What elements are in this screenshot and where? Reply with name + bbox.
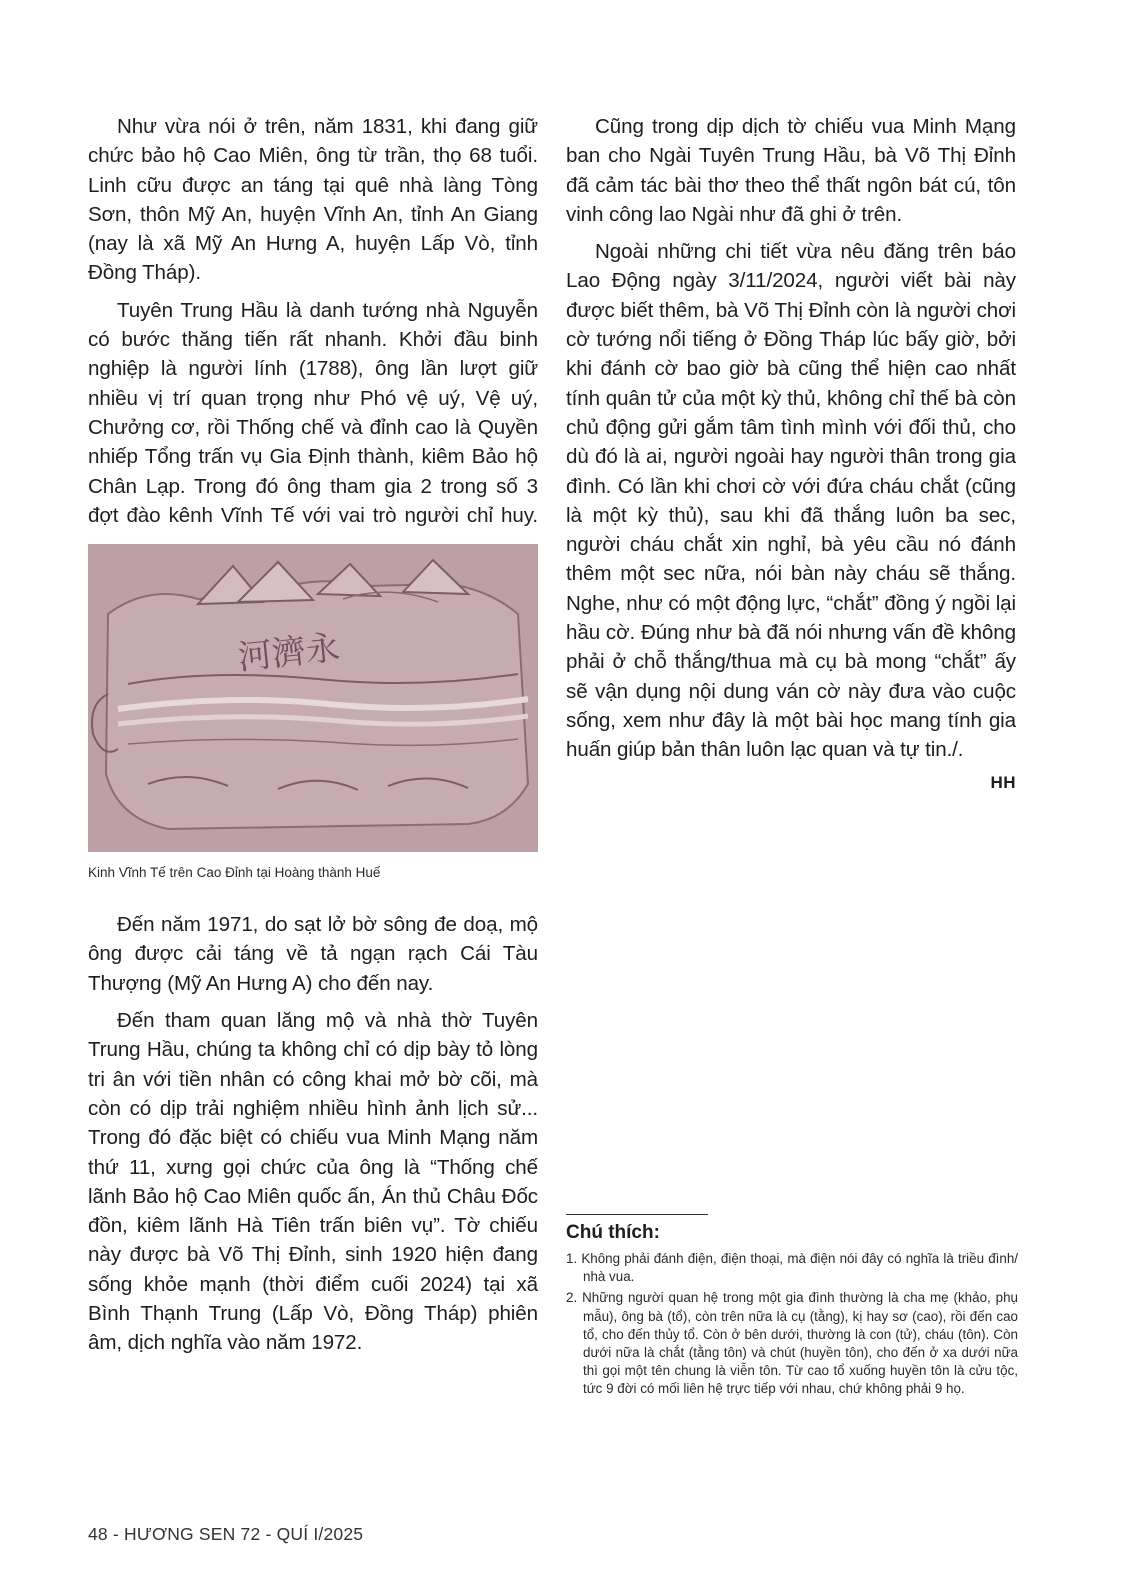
image-caption: Kinh Vĩnh Tế trên Cao Đỉnh tại Hoàng thành Huế xyxy=(88,865,381,881)
paragraph: Ngoài những chi tiết vừa nêu đăng trên báo Lao Động ngày 3/11/2024, người viết bài này được biết thêm, bà Võ Thị Đỉnh còn là người chơi cờ tướng nổi tiếng ở Đồng Tháp lúc bấy giờ, bởi khi đánh cờ bao giờ bà cũng thể hiện cao nhất tính quân tử của một kỳ thủ, không chỉ thế bà còn chủ động gửi gắm tâm tình mình với đối thủ, cho dù đó là ai, người ngoài hay người thân trong gia đình. Có lần khi chơi cờ với đứa cháu chắt (cũng là một kỳ thủ), sau khi đã thắng luôn ba sec, người cháu chắt xin nghỉ, bà yêu cầu nó đánh thêm một sec nữa, nói bàn này cháu sẽ thắng. Nghe, như có một động lực, “chắt” đồng ý ngồi lại hầu cờ. Đúng như bà đã nói nhưng vấn đề không phải ở chỗ thắng/thua mà cụ bà mong “chắt” ấy sẽ vận dụng nội dung ván cờ này đưa vào cuộc sống, xem như đây là một bài học mang tính gia huấn giúp bản thân luôn lạc quan và tự tin./. xyxy=(566,240,1016,762)
vinh-te-canal-relief-photo xyxy=(88,544,538,852)
engraved-characters: 河濟永 xyxy=(235,627,342,679)
page-footer: 48 - HƯƠNG SEN 72 - QUÍ I/2025 xyxy=(88,1524,364,1544)
footnote-item: 1. Không phải đánh điện, điện thoại, mà điện nói đây có nghĩa là triều đình/ nhà vua. xyxy=(566,1251,1018,1285)
paragraph: Cũng trong dịp dịch tờ chiếu vua Minh Mạng ban cho Ngài Tuyên Trung Hầu, bà Võ Thị Đỉnh đã cảm tác bài thơ theo thể thất ngôn bát cú, tôn vinh công lao Ngài như đã ghi ở trên. xyxy=(566,115,1016,226)
paragraph: Như vừa nói ở trên, năm 1831, khi đang giữ chức bảo hộ Cao Miên, ông từ trần, thọ 68 tuổi. Linh cữu được an táng tại quê nhà làng Tòng Sơn, thôn Mỹ An, huyện Vĩnh An, tỉnh An Giang (nay là xã Mỹ An Hưng A, huyện Lấp Vò, tỉnh Đồng Tháp). xyxy=(88,115,538,285)
paragraph: Đến năm 1971, do sạt lở bờ sông đe doạ, mộ ông được cải táng về tả ngạn rạch Cái Tàu Thượng (Mỹ An Hưng A) cho đến nay. xyxy=(88,913,538,995)
left-column xyxy=(88,112,538,1366)
paragraph: Tuyên Trung Hầu là danh tướng nhà Nguyễn có bước thăng tiến rất nhanh. Khởi đầu binh nghiệp là người lính (1788), ông lần lượt giữ nhiều vị trí quan trọng như Phó vệ uý, Vệ uý, Chưởng cơ, rồi Thống chế và đỉnh cao là Quyền nhiếp Tổng trấn vụ Gia Định thành, kiêm Bảo hộ Chân Lạp. Trong đó ông tham gia 2 trong số 3 đợt đào kênh Vĩnh Tế với vai trò người chỉ huy. xyxy=(88,298,538,527)
paragraph: Đến tham quan lăng mộ và nhà thờ Tuyên Trung Hầu, chúng ta không chỉ có dịp bày tỏ lòng tri ân với tiền nhân có công khai mở bờ cõi, mà còn có dịp trải nghiệm nhiều hình ảnh lịch sử... Trong đó đặc biệt có chiếu vua Minh Mạng năm thứ 11, xưng gọi chức của ông là “Thống chế lãnh Bảo hộ Cao Miên quốc ấn, Án thủ Châu Đốc đồn, kiêm lãnh Hà Tiên trấn biên vụ”. Tờ chiếu này được bà Võ Thị Đỉnh, sinh 1920 hiện đang sống khỏe mạnh (thời điểm cuối 2024) tại xã Bình Thạnh Trung (Lấp Vò, Đồng Tháp) phiên âm, dịch nghĩa vào năm 1972. xyxy=(88,1009,538,1355)
footnotes-heading: Chú thích: xyxy=(566,1222,660,1243)
footnote-divider xyxy=(566,1214,708,1215)
footnotes xyxy=(566,1214,1018,1402)
author-signature: HH xyxy=(990,772,1016,792)
footnote-item: 2. Những người quan hệ trong một gia đình thường là cha mẹ (khảo, phụ mẫu), ông bà (tổ), còn trên nữa là cụ (tằng), kị hay sơ (cao), rồi đến cao tổ, cho đến thủy tổ. Còn ở bên dưới, thường là con (tử), cháu (tôn). Còn dưới nữa là chắt (tằng tôn) và chút (huyền tôn), cho đến ở xa dưới nữa thì gọi một tên chung là viễn tôn. Từ cao tổ xuống huyền tôn là cửu tộc, tức 9 đời có mối liên hệ trực tiếp với nhau, chứ không phải 9 họ. xyxy=(566,1290,1018,1397)
right-column xyxy=(566,112,1016,793)
